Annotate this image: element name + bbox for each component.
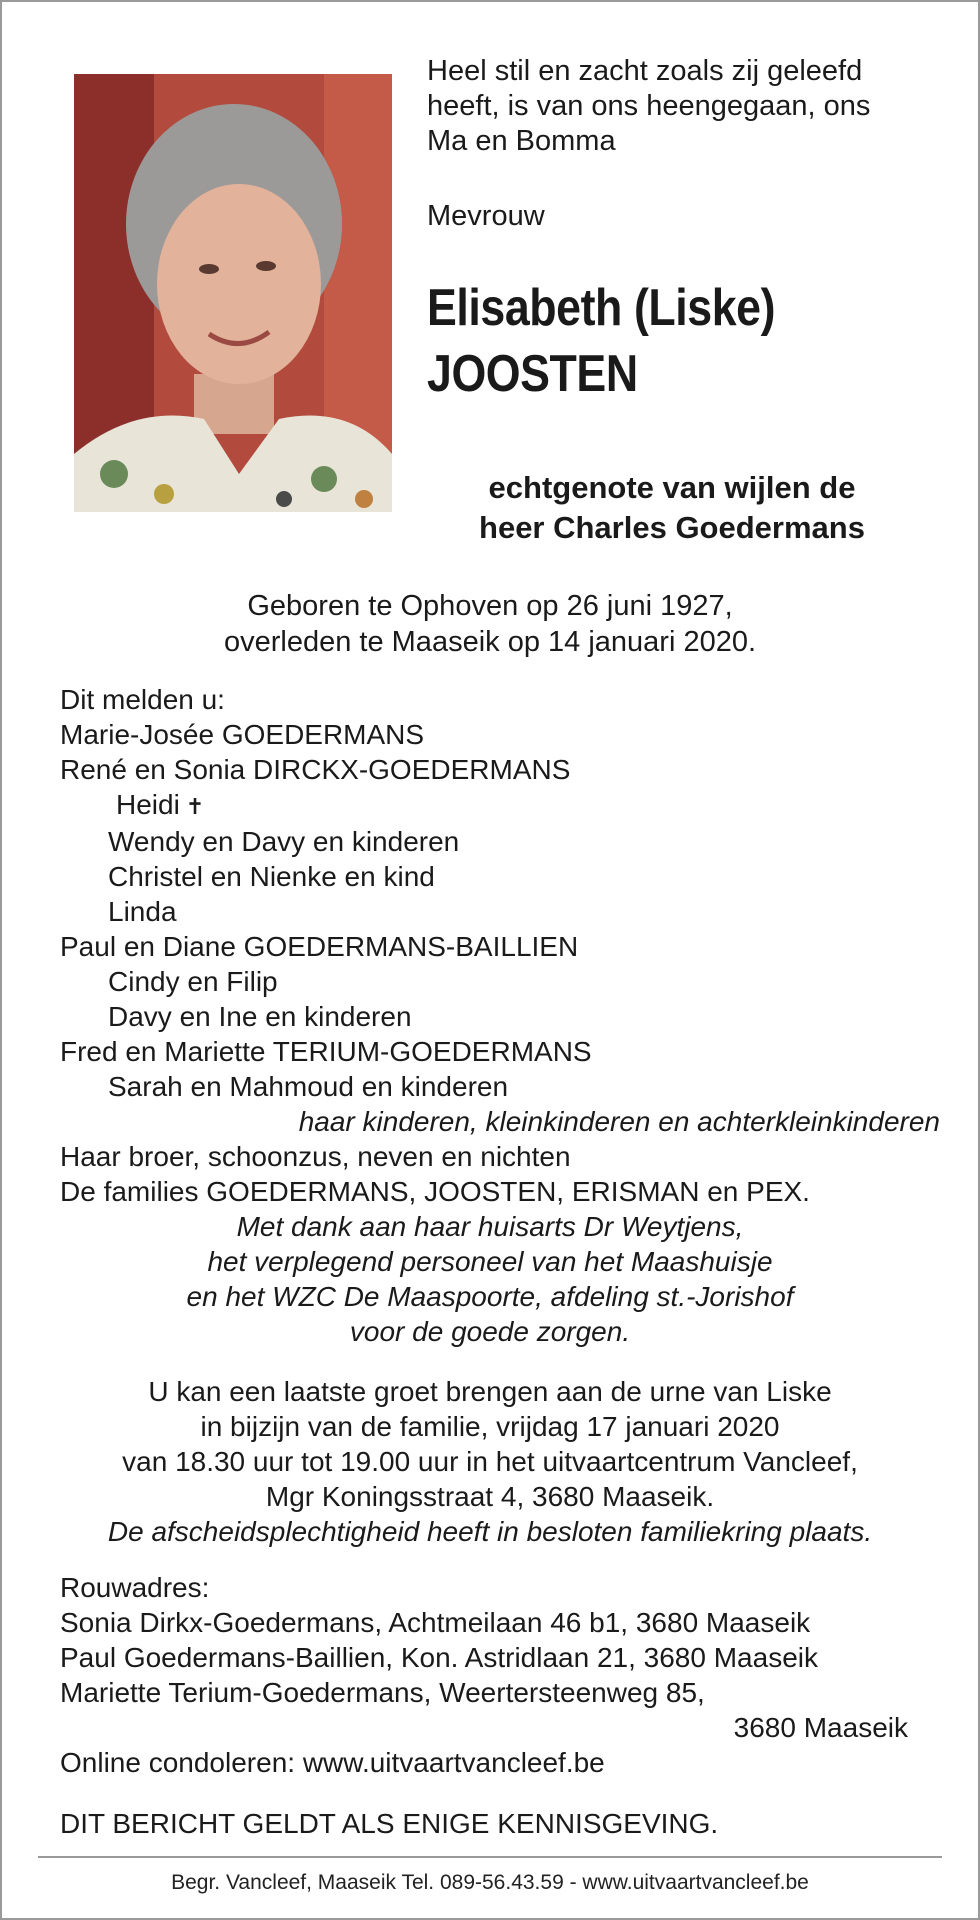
address-label: Rouwadres: — [60, 1572, 210, 1603]
family-line: Haar broer, schoonzus, neven en nichten — [60, 1141, 571, 1172]
intro-text — [427, 54, 947, 159]
footer-divider — [38, 1856, 942, 1858]
family-line: Marie-Josée GOEDERMANS — [60, 719, 425, 750]
family-summary: haar kinderen, kleinkinderen en achterkleinkinderen — [298, 1106, 940, 1137]
address-line: 3680 Maaseik — [733, 1712, 908, 1743]
family-line: Fred en Mariette TERIUM-GOEDERMANS — [60, 1036, 592, 1067]
visit-line: van 18.30 uur tot 19.00 uur in het uitvaartcentrum Vancleef, — [122, 1446, 858, 1477]
visit-line: Mgr Koningsstraat 4, 3680 Maaseik. — [265, 1481, 715, 1512]
birth-line: Geboren te Ophoven op 26 juni 1927, — [247, 590, 733, 622]
death-line: overleden te Maaseik op 14 januari 2020. — [223, 626, 757, 658]
thanks-line: voor de goede zorgen. — [349, 1316, 631, 1347]
intro-line: Ma en Bomma — [427, 125, 616, 157]
family-line: Christel en Nienke en kind — [108, 861, 435, 892]
family-line: Sarah en Mahmoud en kinderen — [108, 1071, 509, 1102]
family-line: Wendy en Davy en kinderen — [108, 826, 460, 857]
address-line: Paul Goedermans-Baillien, Kon. Astridlaan 21, 3680 Maaseik — [60, 1642, 818, 1673]
family-line: De families GOEDERMANS, JOOSTEN, ERISMAN en PEX. — [60, 1176, 810, 1207]
thanks-line: het verplegend personeel van het Maashuisje — [207, 1246, 773, 1277]
family-intro: Dit melden u: — [60, 684, 225, 715]
address-line: Sonia Dirkx-Goedermans, Achtmeilaan 46 b1, 3680 Maaseik — [60, 1607, 811, 1638]
thanks-text — [2, 1209, 978, 1349]
family-line: Davy en Ine en kinderen — [108, 1001, 412, 1032]
family-line: Cindy en Filip — [108, 966, 278, 997]
surname-line: JOOSTEN — [427, 345, 638, 403]
sole-notice: DIT BERICHT GELDT ALS ENIGE KENNISGEVING. — [60, 1808, 719, 1839]
spouse-line: echtgenote van wijlen de — [488, 470, 856, 505]
portrait-image — [74, 74, 392, 512]
visit-line: in bijzijn van de familie, vrijdag 17 januari 2020 — [200, 1411, 780, 1442]
thanks-line: Met dank aan haar huisarts Dr Weytjens, — [236, 1211, 744, 1242]
visit-line: U kan een laatste groet brengen aan de urne van Liske — [148, 1376, 832, 1407]
portrait-photo — [74, 74, 392, 512]
intro-line: heeft, is van ons heengegaan, ons — [427, 90, 871, 122]
spouse-line: heer Charles Goedermans — [479, 510, 865, 545]
cross-icon: ✝ — [185, 794, 205, 819]
family-line: Linda — [108, 896, 177, 927]
mourning-address — [60, 1570, 908, 1780]
family-line: Paul en Diane GOEDERMANS-BAILLIEN — [60, 931, 579, 962]
spouse-text — [427, 468, 917, 548]
birth-death-info — [2, 588, 978, 660]
family-member-name: Heidi — [116, 789, 180, 820]
family-list — [60, 682, 940, 1209]
deceased-name — [427, 275, 874, 407]
address-line: Mariette Terium-Goedermans, Weertersteenweg 85, — [60, 1677, 705, 1708]
ceremony-note: De afscheidsplechtigheid heeft in besloten familiekring plaats. — [107, 1516, 873, 1547]
family-line — [60, 787, 940, 824]
salutation: Mevrouw — [427, 200, 545, 232]
visitation-info — [2, 1374, 978, 1549]
footer-contact: Begr. Vancleef, Maaseik Tel. 089-56.43.59 - www.uitvaartvancleef.be — [171, 1871, 809, 1894]
family-line: René en Sonia DIRCKX-GOEDERMANS — [60, 754, 571, 785]
thanks-line: en het WZC De Maaspoorte, afdeling st.-Jorishof — [186, 1281, 794, 1312]
name-line: Elisabeth (Liske) — [427, 279, 776, 337]
online-condolence: Online condoleren: www.uitvaartvancleef.be — [60, 1747, 605, 1778]
intro-line: Heel stil en zacht zoals zij geleefd — [427, 55, 863, 87]
